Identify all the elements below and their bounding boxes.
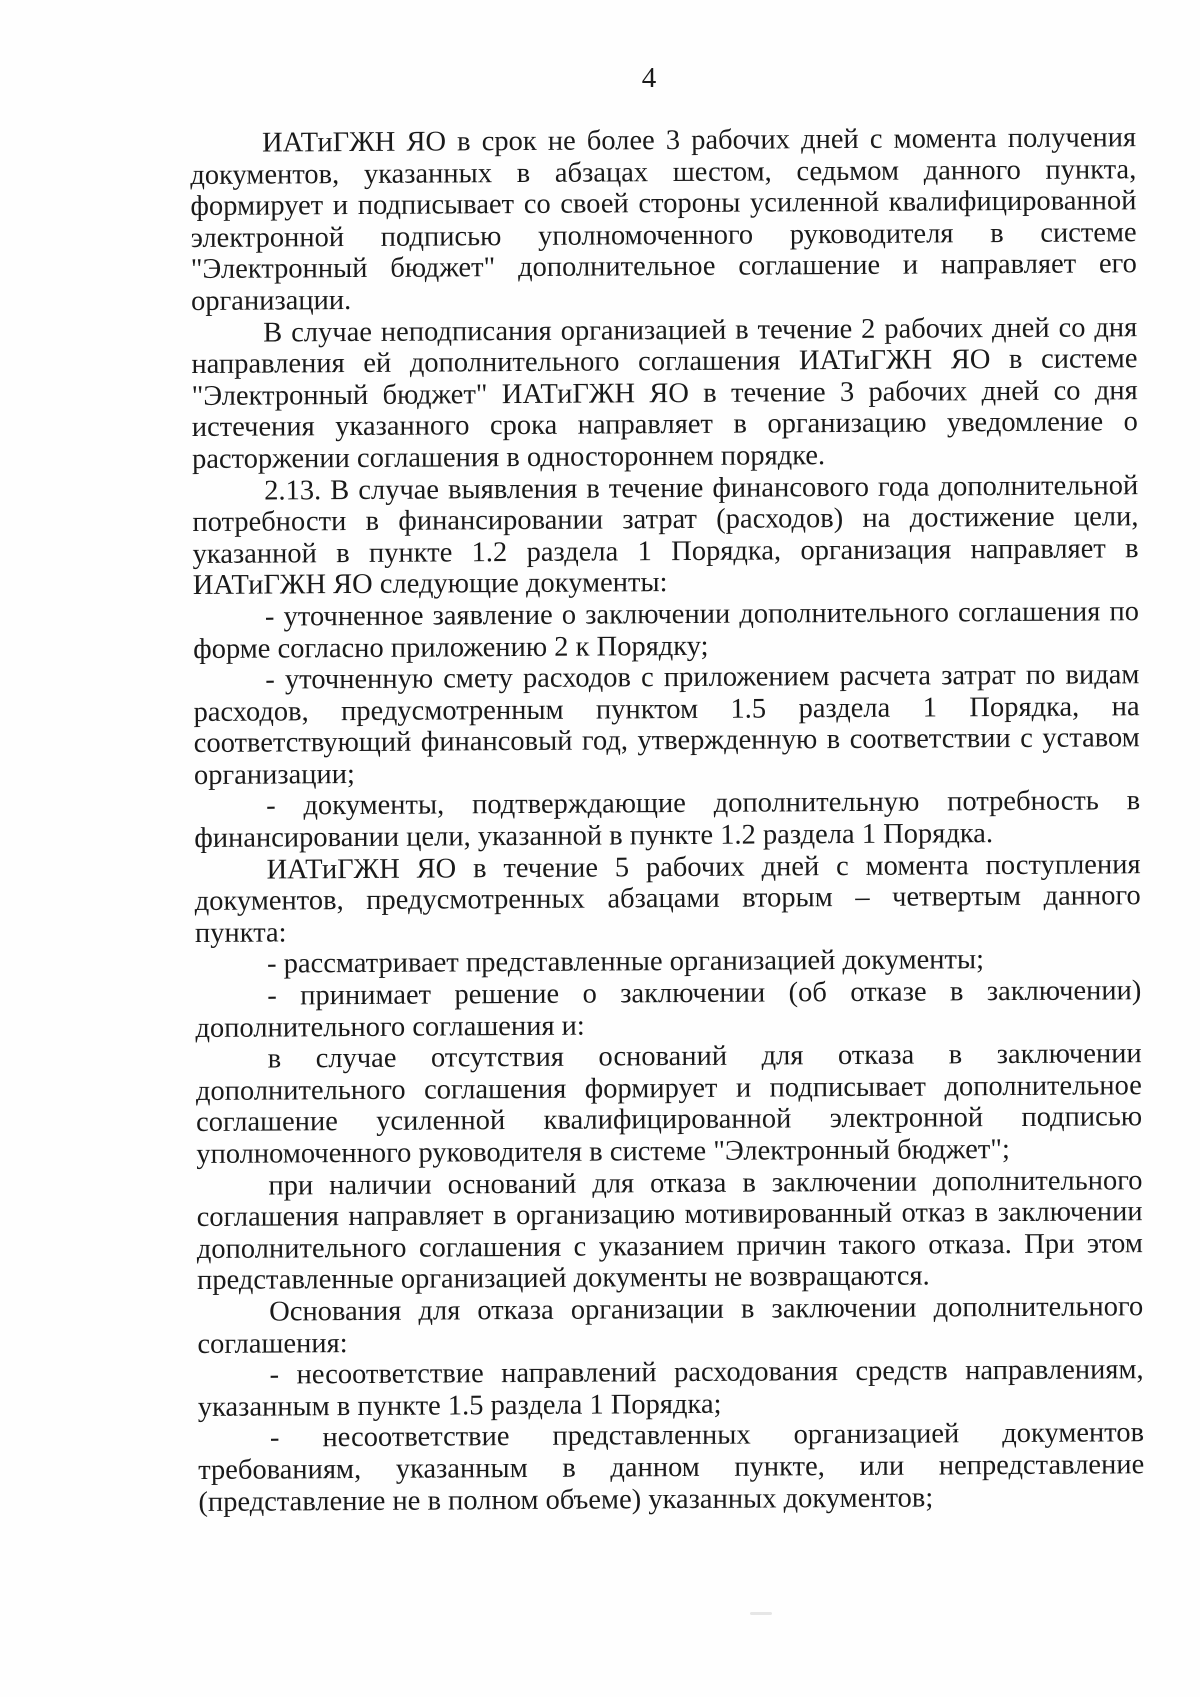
- paragraph-signing-deadline: ИАТиГЖН ЯО в срок не более 3 рабочих дней с момента получения документов, указанных в абзацах шестом, седьмом данного пункта, формирует и подписывает со своей стороны усиленной квалифицированной электронной подписью уполномоченного руководителя в системе "Электронный бюджет" дополнительное соглашение и направляет его организации.: [190, 122, 1137, 317]
- paragraph-no-grounds-case: в случае отсутствия оснований для отказа в заключении дополнительного соглашения формирует и подписывает дополнительное соглашение усиленной квалифицированной электронной подписью уполномоченного руководителя в системе "Электронный бюджет";: [195, 1038, 1143, 1170]
- list-item-ground-documents: - несоответствие представленных организацией документов требованиям, указанным в данном пункте, или непредставление (представление не в полном объеме) указанных документов;: [198, 1417, 1145, 1518]
- list-item-review-documents: - рассматривает представленные организацией документы;: [267, 944, 985, 980]
- paragraph-clause-2-13: 2.13. В случае выявления в течение финансового года дополнительной потребности в финансировании затрат (расходов) на достижение цели, указанной в пункте 1.2 раздела 1 Порядка, организация направляет в ИАТиГЖН ЯО следующие документы:: [192, 469, 1139, 602]
- scan-artifact: [750, 1612, 772, 1615]
- list-item-decision: - принимает решение о заключении (об отказе в заключении) дополнительного соглашения и:: [195, 975, 1142, 1044]
- document-body: [190, 122, 1144, 1518]
- page-number: 4: [641, 62, 657, 94]
- list-item-estimate: - уточненную смету расходов с приложением расчета затрат по видам расходов, предусмотренным пунктом 1.5 раздела 1 Порядка, на соответствующий финансовый год, утвержденную в соответствии с уставом организации;: [193, 659, 1140, 791]
- list-item-supporting-documents: - документы, подтверждающие дополнительную потребность в финансировании цели, указанной в пункте 1.2 раздела 1 Порядка.: [194, 785, 1141, 855]
- paragraph-refusal-grounds-heading: Основания для отказа организации в заключении дополнительного соглашения:: [197, 1291, 1144, 1360]
- paragraph-termination-notice: В случае неподписания организацией в течение 2 рабочих дней со дня направления ей дополнительного соглашения ИАТиГЖН ЯО в системе "Электронный бюджет" ИАТиГЖН ЯО в течение 3 рабочих дней со дня истечения указанного срока направляет в организацию уведомление о расторжении соглашения в одностороннем порядке.: [191, 311, 1138, 475]
- paragraph-review-period: ИАТиГЖН ЯО в течение 5 рабочих дней с момента поступления документов, предусмотренных абзацами вторым – четвертым данного пункта:: [194, 848, 1141, 949]
- paragraph-refusal-case: при наличии оснований для отказа в заключении дополнительного соглашения направляет в организацию мотивированный отказ в заключении дополнительного соглашения с указанием причин такого отказа. При этом представленные организацией документы не возвращаются.: [196, 1164, 1143, 1297]
- list-item-ground-directions: - несоответствие направлений расходования средств направлениям, указанным в пункте 1.5 раздела 1 Порядка;: [197, 1354, 1144, 1423]
- list-item-application: - уточненное заявление о заключении дополнительного соглашения по форме согласно приложению 2 к Порядку;: [193, 596, 1140, 665]
